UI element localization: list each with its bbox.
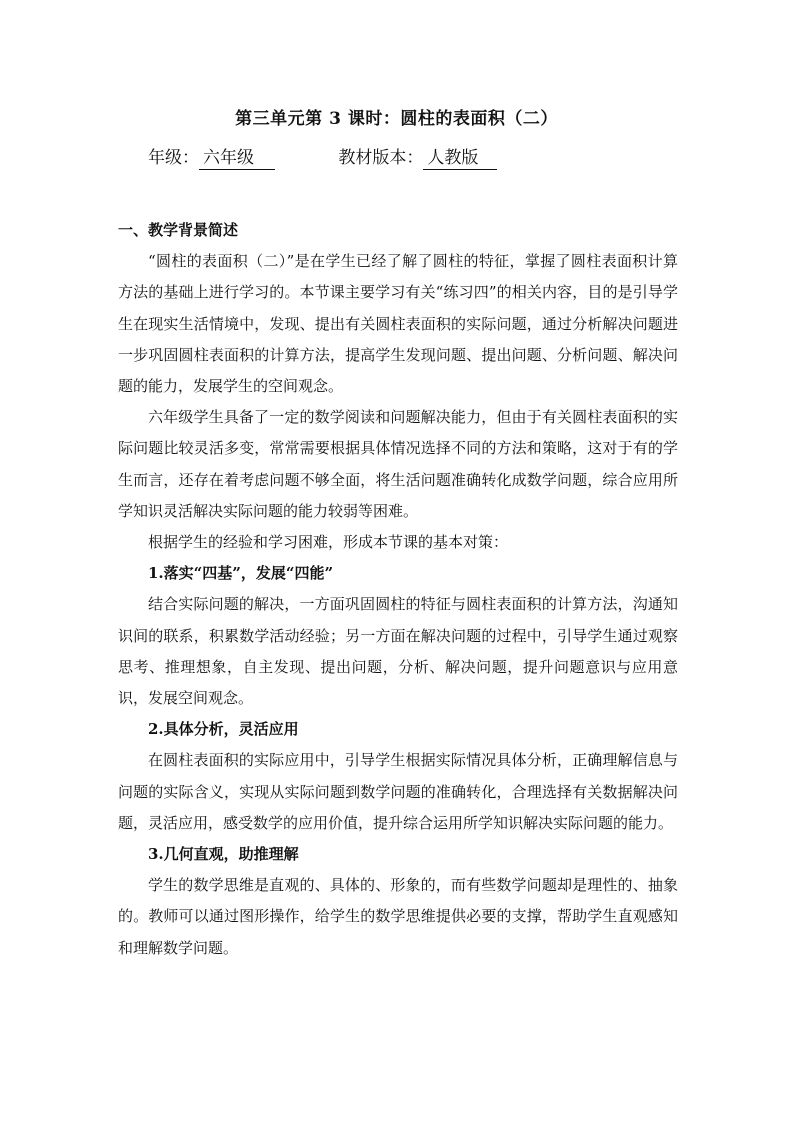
edition-value: 人教版 bbox=[423, 147, 497, 170]
strategy-paragraph: 学生的数学思维是直观的、具体的、形象的，而有些数学问题却是理性的、抽象的。教师可以通过图形操作，给学生的数学思维提供必要的支撑，帮助学生直观感知和理解数学问题。 bbox=[118, 876, 678, 957]
grade-value: 六年级 bbox=[199, 147, 275, 170]
grade-label: 年级： bbox=[148, 148, 199, 168]
page-title: 第三单元第 3 课时：圆柱的表面积（二） bbox=[235, 109, 558, 129]
grade-field bbox=[148, 146, 275, 170]
background-paragraph: 根据学生的经验和学习困难，形成本节课的基本对策： bbox=[148, 533, 509, 552]
edition-field bbox=[338, 146, 497, 170]
strategy-heading: 3.几何直观，助推理解 bbox=[148, 845, 299, 864]
strategy-paragraph: 在圆柱表面积的实际应用中，引导学生根据实际情况具体分析，正确理解信息与问题的实际含义，实现从实际问题到数学问题的准确转化，合理选择有关数据解决问题，灵活应用，感受数学的应用价值，提升综合运用所学知识解决实际问题的能力。 bbox=[118, 751, 678, 832]
lesson-meta bbox=[148, 146, 497, 170]
strategy-heading: 1.落实“四基”，发展“四能” bbox=[148, 564, 334, 583]
edition-label: 教材版本： bbox=[338, 148, 424, 168]
strategy-paragraph: 结合实际问题的解决，一方面巩固圆柱的特征与圆柱表面积的计算方法，沟通知识间的联系，积累数学活动经验；另一方面在解决问题的过程中，引导学生通过观察思考、推理想象，自主发现、提出问题，分析、解决问题，提升问题意识与应用意识，发展空间观念。 bbox=[118, 595, 678, 708]
section-heading-background: 一、教学背景简述 bbox=[118, 221, 239, 239]
strategy-heading: 2.具体分析，灵活应用 bbox=[148, 720, 299, 739]
document-body bbox=[118, 215, 678, 964]
background-paragraph: “圆柱的表面积（二）”是在学生已经了解了圆柱的特征，掌握了圆柱表面积计算方法的基础上进行学习的。本节课主要学习有关“练习四”的相关内容，目的是引导学生在现实生活情境中，发现、提出有关圆柱表面积的实际问题，通过分析解决问题进一步巩固圆柱表面积的计算方法，提高学生发现问题、提出问题、分析问题、解决问题的能力，发展学生的空间观念。 bbox=[118, 252, 678, 396]
background-paragraph: 六年级学生具备了一定的数学阅读和问题解决能力，但由于有关圆柱表面积的实际问题比较灵活多变，常常需要根据具体情况选择不同的方法和策略，这对于有的学生而言，还存在着考虑问题不够全面，将生活问题准确转化成数学问题，综合应用所学知识灵活解决实际问题的能力较弱等困难。 bbox=[118, 408, 678, 520]
